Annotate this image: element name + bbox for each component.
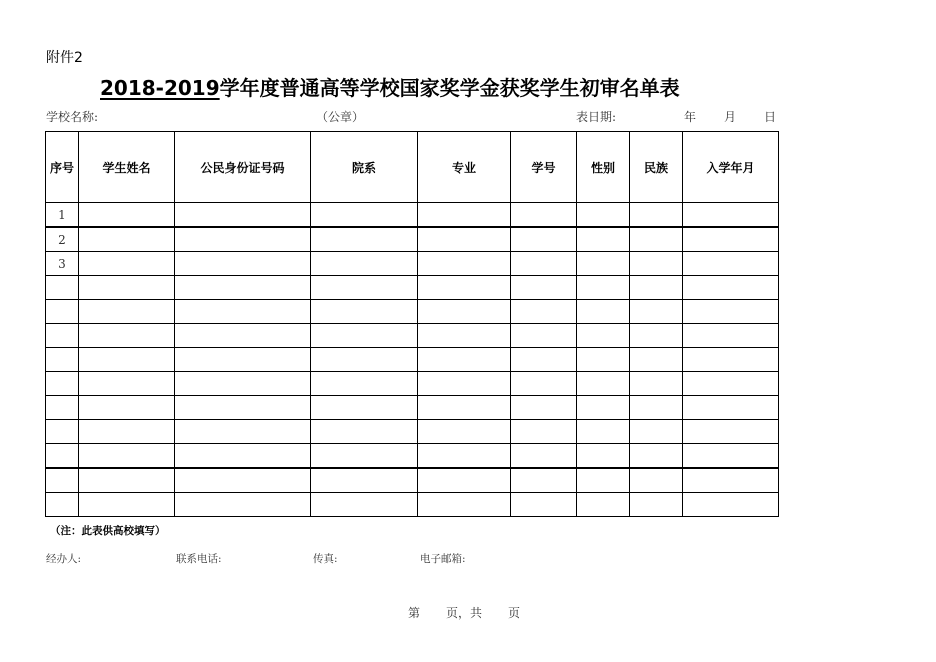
table-row [46,227,779,252]
cell-department[interactable] [311,468,418,493]
header-department: 院系 [311,132,418,203]
header-major: 专业 [418,132,511,203]
header-id-number: 公民身份证号码 [175,132,311,203]
cell-ethnicity[interactable] [630,324,683,348]
cell-student-id[interactable] [511,420,577,444]
cell-department[interactable] [311,372,418,396]
cell-gender[interactable] [577,444,630,469]
cell-gender[interactable] [577,276,630,300]
table-row [46,252,779,276]
cell-enrollment-date[interactable] [683,348,779,372]
cell-index[interactable] [46,348,79,372]
cell-department[interactable] [311,252,418,276]
cell-index[interactable] [46,324,79,348]
date-label: 表日期: [576,110,617,124]
fax-label: 传真: [313,553,338,565]
cell-id-number[interactable] [175,493,311,517]
cell-enrollment-date[interactable] [683,493,779,517]
cell-major[interactable] [418,493,511,517]
header-index: 序号 [46,132,79,203]
cell-major[interactable] [418,348,511,372]
cell-major[interactable] [418,396,511,420]
header-ethnicity: 民族 [630,132,683,203]
cell-index[interactable] [46,420,79,444]
cell-student-id[interactable] [511,372,577,396]
table-row [46,444,779,469]
cell-student-id[interactable] [511,493,577,517]
cell-major[interactable] [418,468,511,493]
cell-ethnicity[interactable] [630,276,683,300]
cell-student-id[interactable] [511,324,577,348]
cell-student-name[interactable] [79,348,175,372]
cell-ethnicity[interactable] [630,372,683,396]
cell-gender[interactable] [577,493,630,517]
cell-major[interactable] [418,420,511,444]
cell-department[interactable] [311,396,418,420]
header-gender: 性别 [577,132,630,203]
cell-enrollment-date[interactable] [683,203,779,228]
cell-enrollment-date[interactable] [683,396,779,420]
table-header-row [46,132,779,203]
cell-department[interactable] [311,348,418,372]
cell-enrollment-date[interactable] [683,324,779,348]
cell-department[interactable] [311,324,418,348]
cell-major[interactable] [418,252,511,276]
cell-ethnicity[interactable] [630,348,683,372]
cell-gender[interactable] [577,396,630,420]
cell-index[interactable] [46,372,79,396]
cell-id-number[interactable] [175,420,311,444]
title-year: 2018-2019 [100,76,220,100]
cell-department[interactable] [311,420,418,444]
cell-id-number[interactable] [175,276,311,300]
cell-ethnicity[interactable] [630,493,683,517]
cell-id-number[interactable] [175,203,311,228]
cell-student-id[interactable] [511,468,577,493]
cell-enrollment-date[interactable] [683,252,779,276]
cell-ethnicity[interactable] [630,444,683,469]
cell-id-number[interactable] [175,372,311,396]
table-row [46,348,779,372]
cell-gender[interactable] [577,252,630,276]
cell-index[interactable]: 3 [46,252,79,276]
cell-student-id[interactable] [511,276,577,300]
table-row [46,396,779,420]
cell-enrollment-date[interactable] [683,468,779,493]
page-end: 页 [508,606,521,620]
cell-student-id[interactable] [511,252,577,276]
cell-ethnicity[interactable] [630,227,683,252]
seal-label: （公章） [316,110,365,124]
page-label: 第 [408,606,421,620]
header-student-name: 学生姓名 [79,132,175,203]
cell-ethnicity[interactable] [630,252,683,276]
cell-student-id[interactable] [511,396,577,420]
cell-id-number[interactable] [175,348,311,372]
handler-label: 经办人: [46,553,82,565]
cell-ethnicity[interactable] [630,420,683,444]
phone-label: 联系电话: [176,553,222,565]
cell-enrollment-date[interactable] [683,420,779,444]
cell-major[interactable] [418,276,511,300]
cell-ethnicity[interactable] [630,468,683,493]
cell-major[interactable] [418,444,511,469]
cell-student-name[interactable] [79,203,175,228]
cell-student-name[interactable] [79,396,175,420]
cell-index[interactable]: 2 [46,227,79,252]
cell-id-number[interactable] [175,468,311,493]
cell-gender[interactable] [577,420,630,444]
cell-enrollment-date[interactable] [683,372,779,396]
cell-ethnicity[interactable] [630,203,683,228]
cell-student-id[interactable] [511,348,577,372]
cell-major[interactable] [418,372,511,396]
cell-student-name[interactable] [79,468,175,493]
header-student-id: 学号 [511,132,577,203]
cell-index[interactable] [46,444,79,469]
cell-major[interactable] [418,203,511,228]
table-row [46,493,779,517]
cell-major[interactable] [418,324,511,348]
cell-department[interactable] [311,227,418,252]
cell-id-number[interactable] [175,444,311,469]
cell-department[interactable] [311,493,418,517]
cell-gender[interactable] [577,300,630,324]
cell-index[interactable] [46,493,79,517]
cell-id-number[interactable] [175,252,311,276]
cell-student-name[interactable] [79,444,175,469]
cell-student-id[interactable] [511,227,577,252]
title-text: 学年度普通高等学校国家奖学金获奖学生初审名单表 [219,76,680,100]
cell-enrollment-date[interactable] [683,276,779,300]
cell-student-name[interactable] [79,252,175,276]
cell-id-number[interactable] [175,227,311,252]
page-footer [408,604,520,621]
cell-gender[interactable] [577,203,630,228]
cell-student-name[interactable] [79,300,175,324]
cell-major[interactable] [418,300,511,324]
cell-student-name[interactable] [79,420,175,444]
cell-department[interactable] [311,300,418,324]
nominee-table [45,131,779,517]
cell-ethnicity[interactable] [630,396,683,420]
cell-student-id[interactable] [511,444,577,469]
table-note: （注：此表供高校填写） [50,525,166,537]
cell-index[interactable] [46,300,79,324]
cell-index[interactable] [46,276,79,300]
cell-gender[interactable] [577,324,630,348]
cell-student-id[interactable] [511,300,577,324]
cell-id-number[interactable] [175,396,311,420]
cell-student-name[interactable] [79,493,175,517]
page-sep: 页，共 [446,606,483,620]
cell-index[interactable] [46,396,79,420]
table-row [46,203,779,228]
table-row [46,372,779,396]
cell-gender[interactable] [577,227,630,252]
cell-department[interactable] [311,276,418,300]
cell-index[interactable] [46,468,79,493]
cell-id-number[interactable] [175,324,311,348]
page-title [100,72,680,101]
day-label: 日 [764,110,777,124]
table-row [46,324,779,348]
cell-student-name[interactable] [79,324,175,348]
cell-gender[interactable] [577,348,630,372]
cell-department[interactable] [311,444,418,469]
table-row [46,300,779,324]
cell-department[interactable] [311,203,418,228]
table-row [46,468,779,493]
cell-enrollment-date[interactable] [683,227,779,252]
cell-student-name[interactable] [79,227,175,252]
cell-student-name[interactable] [79,372,175,396]
cell-student-id[interactable] [511,203,577,228]
school-name-label: 学校名称: [46,110,99,124]
year-label: 年 [684,110,697,124]
cell-gender[interactable] [577,372,630,396]
table-row [46,276,779,300]
cell-major[interactable] [418,227,511,252]
cell-id-number[interactable] [175,300,311,324]
cell-ethnicity[interactable] [630,300,683,324]
cell-index[interactable]: 1 [46,203,79,228]
header-enrollment-date: 入学年月 [683,132,779,203]
cell-enrollment-date[interactable] [683,300,779,324]
table-row [46,420,779,444]
email-label: 电子邮箱: [420,553,466,565]
attachment-label: 附件2 [46,50,83,66]
month-label: 月 [724,110,737,124]
cell-enrollment-date[interactable] [683,444,779,469]
cell-student-name[interactable] [79,276,175,300]
cell-gender[interactable] [577,468,630,493]
